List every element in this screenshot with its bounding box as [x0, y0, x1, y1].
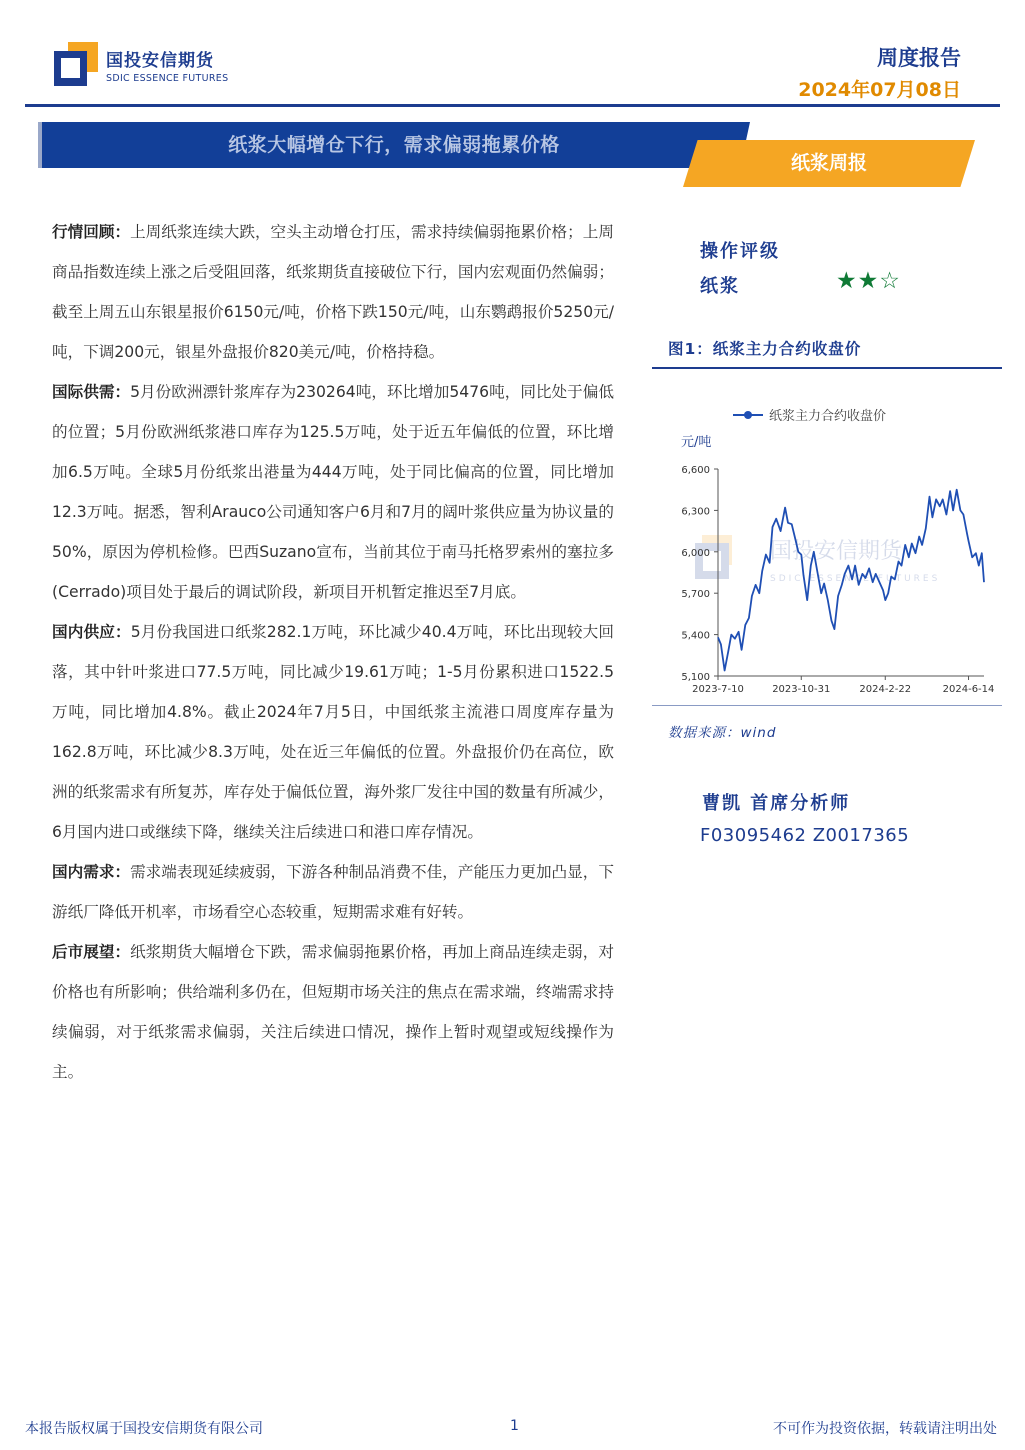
- x-tick-label: 2023-7-10: [692, 684, 744, 695]
- y-tick-label: 5,100: [681, 672, 710, 683]
- report-type: 周度报告: [877, 46, 961, 70]
- analyst-name: 曹凯 首席分析师: [702, 793, 851, 814]
- x-tick-label: 2024-6-14: [942, 684, 995, 695]
- report-date: 2024年07月08日: [798, 79, 961, 101]
- logo-mark-icon: [54, 42, 98, 86]
- footer-disclaimer: 不可作为投资依据，转载请注明出处: [773, 1421, 997, 1437]
- section-text: 纸浆期货大幅增仓下跌，需求偏弱拖累价格，再加上商品连续走弱，对价格也有所影响；供给端利多仍在，但短期市场关注的焦点在需求端，终端需求持续偏弱，对于纸浆需求偏弱，关注后续进口情况，操作上暂时观望或短线操作为主。: [52, 943, 614, 1081]
- y-tick-label: 5,700: [681, 589, 710, 601]
- company-name-en: SDIC ESSENCE FUTURES: [106, 73, 229, 84]
- data-source: 数据来源：wind: [668, 725, 777, 741]
- section-domestic-demand: [52, 852, 614, 932]
- footer-copyright: 本报告版权属于国投安信期货有限公司: [25, 1421, 263, 1437]
- section-lead: 后市展望：: [52, 943, 131, 961]
- category-tag: 纸浆周报: [790, 152, 867, 174]
- section-text: 需求端表现延续疲弱，下游各种制品消费不佳，产能压力更加凸显，下游纸厂降低开机率，市场看空心态较重，短期需求难有好转。: [52, 863, 614, 921]
- rating-item: 纸浆: [700, 276, 740, 297]
- section-international: [52, 372, 614, 612]
- section-market-review: [52, 212, 614, 372]
- section-lead: 国内需求：: [52, 863, 131, 881]
- section-text: 5月份我国进口纸浆282.1万吨，环比减少40.4万吨，环比出现较大回落，其中针叶浆进口77.5万吨，同比减少19.61万吨；1-5月份累积进口1522.5万吨，同比增加4.8%。截止2024年7月5日，中国纸浆主流港口周度库存量为162.8万吨，环比减少8.3万吨，处在近三年偏低的位置。外盘报价仍在高位，欧洲的纸浆需求有所复苏，库存处于偏低位置，海外浆厂发往中国的数量有所减少，6月国内进口或继续下降，继续关注后续进口和港口库存情况。: [52, 623, 614, 841]
- price-chart: [652, 395, 1002, 707]
- legend-marker: [744, 411, 752, 419]
- y-tick-label: 5,400: [681, 630, 710, 642]
- y-tick-label: 6,300: [681, 506, 710, 518]
- figure-bottom-divider: [652, 705, 1002, 706]
- section-lead: 国际供需：: [52, 383, 131, 401]
- section-outlook: [52, 932, 614, 1092]
- legend-label: 纸浆主力合约收盘价: [769, 409, 887, 424]
- section-domestic-supply: [52, 612, 614, 852]
- rating-title: 操作评级: [700, 241, 780, 262]
- report-body: [52, 212, 614, 1092]
- report-title: 纸浆大幅增仓下行，需求偏弱拖累价格: [228, 134, 560, 156]
- section-text: 上周纸浆连续大跌，空头主动增仓打压，需求持续偏弱拖累价格；上周商品指数连续上涨之后受阻回落，纸浆期货直接破位下行，国内宏观面仍然偏弱；截至上周五山东银星报价6150元/吨，价格下跌150元/吨，山东鹦鹉报价5250元/吨，下调200元，银星外盘报价820美元/吨，价格持稳。: [52, 223, 614, 361]
- company-logo: [54, 42, 244, 86]
- y-tick-label: 6,600: [681, 465, 710, 476]
- section-lead: 行情回顾：: [52, 223, 131, 241]
- company-name-cn: 国投安信期货: [106, 51, 214, 71]
- y-axis-unit: 元/吨: [681, 435, 712, 450]
- section-text: 5月份欧洲漂针浆库存为230264吨，环比增加5476吨，同比处于偏低的位置；5月份欧洲纸浆港口库存为125.5万吨，处于近五年偏低的位置，环比增加6.5万吨。全球5月份纸浆出港量为444万吨，处于同比偏高的位置，同比增加12.3万吨。据悉，智利Arauco公司通知客户6月和7月的阔叶浆供应量为协议量的50%，原因为停机检修。巴西Suzano宣布，当前其位于南马托格罗索州的塞拉多(Cerrado)项目处于最后的调试阶段，新项目开机暂定推迟至7月底。: [52, 383, 614, 601]
- analyst-license: F03095462 Z0017365: [700, 825, 910, 846]
- header-divider: [25, 104, 1000, 107]
- x-tick-label: 2023-10-31: [772, 684, 831, 695]
- watermark-text: 国投安信期货: [770, 539, 903, 564]
- figure-divider: [652, 367, 1002, 369]
- page-number: 1: [510, 1418, 519, 1434]
- y-tick-label: 6,000: [681, 547, 710, 559]
- section-lead: 国内供应：: [52, 623, 131, 641]
- rating-stars-icon: ★★☆: [836, 268, 901, 294]
- chart-legend: [733, 408, 886, 424]
- x-tick-label: 2024-2-22: [859, 684, 912, 695]
- figure-title: 图1：纸浆主力合约收盘价: [668, 340, 862, 358]
- watermark-subtext: SDIC ESSENCE FUTURES: [770, 574, 941, 584]
